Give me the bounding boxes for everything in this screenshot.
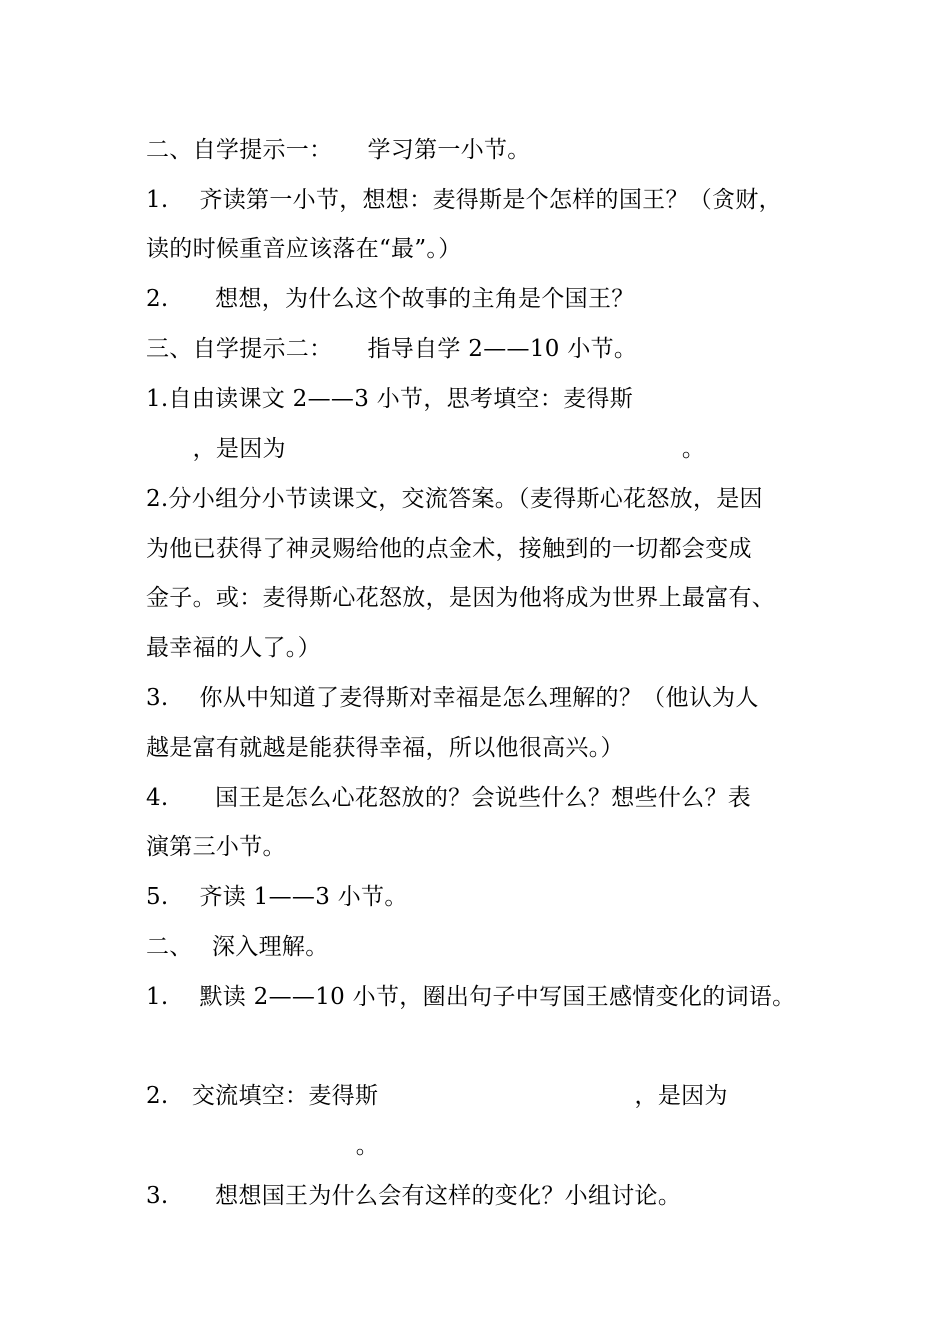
answer-line-4: 最幸福的人了。） <box>146 635 321 661</box>
item-5: 5. 齐读 1——3 小节。 <box>146 884 408 910</box>
answer-line-3: 金子。或：麦得斯心花怒放，是因为他将成为世界上最富有、 <box>146 585 776 611</box>
answer-line-2: 为他已获得了神灵赐给他的点金术，接触到的一切都会变成 <box>146 536 752 562</box>
item-2: 2. 想想，为什么这个故事的主角是个国王？ <box>146 286 635 312</box>
item-1-line-1: 1. 齐读第一小节，想想：麦得斯是个怎样的国王？（贪财， <box>146 187 782 213</box>
question-3-line-1: 3. 你从中知道了麦得斯对幸福是怎么理解的？（他认为人 <box>146 685 759 711</box>
question-4-line-2: 演第三小节。 <box>146 834 286 860</box>
item-1-line-2: 读的时候重音应该落在“最”。） <box>146 236 462 262</box>
fill-blank-line-2: ，是因为 。 <box>146 436 706 462</box>
deep-item-3: 3. 想想国王为什么会有这样的变化？小组讨论。 <box>146 1183 682 1209</box>
fill-blank-line-1: 1.自由读课文 2——3 小节，思考填空：麦得斯 <box>146 386 634 412</box>
deep-item-2-line-1: 2. 交流填空：麦得斯 ，是因为 <box>146 1083 728 1109</box>
heading-self-study-1: 二、自学提示一： 学习第一小节。 <box>146 137 531 163</box>
deep-item-2-line-2: 。 <box>146 1133 379 1159</box>
heading-self-study-2: 三、自学提示二： 指导自学 2——10 小节。 <box>146 336 638 362</box>
question-3-line-2: 越是富有就越是能获得幸福，所以他很高兴。） <box>146 735 624 761</box>
heading-deep-understanding: 二、 深入理解。 <box>146 934 329 960</box>
question-4-line-1: 4. 国王是怎么心花怒放的？会说些什么？想些什么？表 <box>146 785 752 811</box>
answer-line-1: 2.分小组分小节读课文，交流答案。（麦得斯心花怒放，是因 <box>146 486 763 512</box>
deep-item-1: 1. 默读 2——10 小节，圈出句子中写国王感情变化的词语。 <box>146 984 796 1010</box>
